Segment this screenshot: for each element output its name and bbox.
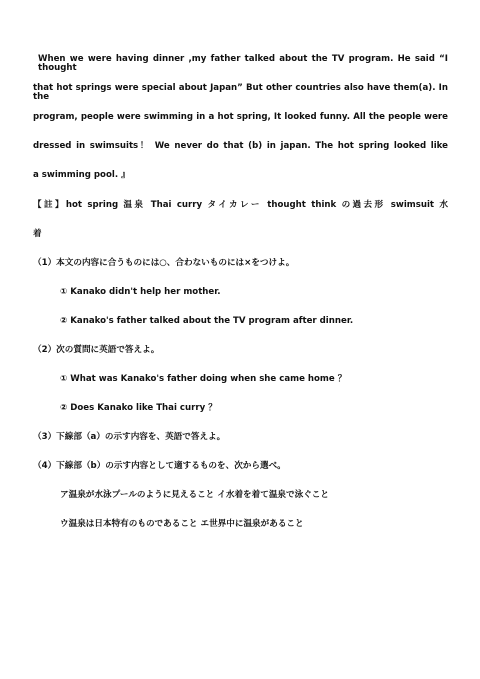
question-2-item: ① What was Kanako's father doing when she came home ？ bbox=[60, 374, 347, 384]
question-1-item: ① Kanako didn't help her mother. bbox=[60, 287, 221, 297]
question-1-prompt: （1）本文の内容に合うものには○、合わないものには×をつけよ。 bbox=[33, 258, 295, 268]
passage-line: dressed in swimsuits！ We never do that (b) in japan. The hot spring looked like bbox=[33, 141, 448, 151]
question-4-choices: ウ温泉は日本特有のものであること エ世界中に温泉があること bbox=[60, 519, 304, 529]
passage-line: a swimming pool. 』 bbox=[33, 170, 130, 180]
question-3-prompt: （3）下線部（a）の示す内容を、英語で答えよ。 bbox=[33, 432, 226, 442]
passage-line: When we were having dinner ,my father talked about the TV program. He said “I thought bbox=[38, 54, 448, 73]
vocabulary-notes-continued: 着 bbox=[33, 229, 42, 239]
question-2-item: ② Does Kanako like Thai curry ？ bbox=[60, 403, 217, 413]
question-4-prompt: （4）下線部（b）の示す内容として適するものを、次から選べ。 bbox=[33, 461, 286, 471]
question-2-prompt: （2）次の質問に英語で答えよ。 bbox=[33, 345, 160, 355]
question-1-item: ② Kanako's father talked about the TV program after dinner. bbox=[60, 316, 354, 326]
passage-line: program, people were swimming in a hot spring, It looked funny. All the people were bbox=[33, 112, 448, 122]
vocabulary-notes: 【註】hot spring 温泉 Thai curry タイカレー thought think の過去形 swimsuit 水 bbox=[33, 200, 448, 210]
question-4-choices: ア温泉が水泳プールのように見えること イ水着を着て温泉で泳ぐこと bbox=[60, 490, 329, 500]
passage-line: that hot springs were special about Japan” But other countries also have them(a). In the bbox=[33, 83, 448, 102]
